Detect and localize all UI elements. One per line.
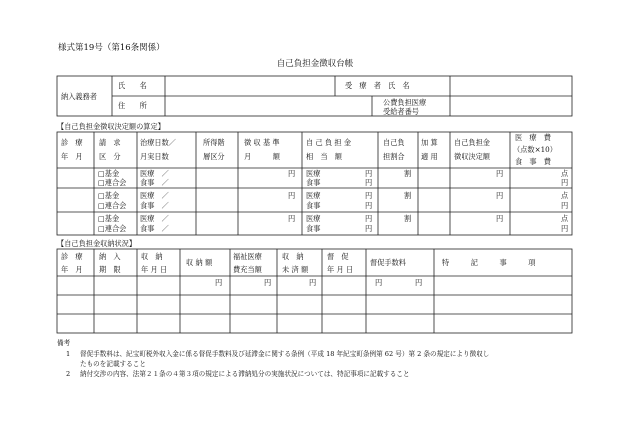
row3-days-iryo: 医療 ／ (140, 214, 169, 223)
row1-kubun-rengokai: □連合会 (98, 178, 127, 187)
row3-shokuji-unit: 円 (561, 224, 569, 233)
page-title: 自己負担金徴収台帳 (276, 59, 354, 69)
dh-col9-b: 徴収決定額 (454, 152, 490, 161)
dh-col5-b: 月 額 (244, 152, 280, 161)
address-label: 住 所 (118, 101, 147, 110)
obligor-label: 納入義務者 (61, 92, 97, 101)
row3-sotou-shokuji: 食事 (306, 224, 321, 233)
row1-shokuji-unit: 円 (561, 178, 569, 187)
ch-col7-b: 年 月 日 (327, 265, 354, 274)
row2-days-iryo: 医療 ／ (140, 191, 169, 200)
collection-section-title: 【自己負担金収納状況】 (57, 239, 137, 248)
row2-sotou-unit-2: 円 (365, 201, 373, 210)
ch-col9: 特 記 事 項 (442, 258, 536, 267)
row1-kijun-unit: 円 (288, 169, 296, 178)
row1-iryo-unit: 点 (561, 169, 569, 178)
dh-col10-a: 医 療 費 (515, 133, 551, 142)
row2-kubun-rengokai: □連合会 (98, 201, 127, 210)
row3-days-shokuji: 食事 ／ (140, 224, 169, 233)
dh-col7-a: 自己負 (383, 138, 405, 147)
collection-fee-unit: 円 (375, 278, 383, 287)
ch-col6-b: 未 済 額 (282, 265, 309, 274)
row2-sotou-iryo: 医療 (306, 191, 321, 200)
note-1-number: 1 (66, 350, 71, 358)
dh-col1-b: 年 月 (61, 152, 83, 161)
ch-col2-b: 期 限 (99, 265, 121, 274)
row1-wari: 割 (404, 169, 412, 178)
recipient-name-label: 受 療 者 氏 名 (345, 81, 410, 90)
collection-fee-unit-2: 円 (415, 278, 423, 287)
form-number: 様式第19号（第16条関係） (58, 43, 165, 53)
dh-col8-b: 適 用 (421, 152, 438, 161)
row2-shokuji-unit: 円 (561, 201, 569, 210)
name-label: 氏 名 (118, 81, 147, 90)
row1-sotou-shokuji: 食事 (306, 178, 321, 187)
ch-col3-a: 収 納 (141, 252, 163, 261)
row2-sotou-unit-1: 円 (365, 191, 373, 200)
row2-kijun-unit: 円 (288, 191, 296, 200)
row2-wari: 割 (404, 191, 412, 200)
ch-col1-b: 年 月 (61, 265, 83, 274)
public-expense-label-1: 公費負担医療 (383, 98, 427, 107)
dh-col4-a: 所得階 (203, 138, 225, 147)
note-2-line-1: 納付交渉の内容、法第２１条の４第３項の規定による滞納処分の実施状況については、特記事項に記載すること (80, 370, 410, 378)
row1-kettei-unit: 円 (496, 169, 504, 178)
ch-col3-b: 年 月 日 (141, 265, 168, 274)
decision-section-title: 【自己負担金徴収決定額の算定】 (57, 122, 165, 131)
row2-days-shokuji: 食事 ／ (140, 201, 169, 210)
row3-kubun-kikin: □基金 (98, 214, 120, 223)
note-1-line-1: 督促手数料は、紀宝町税外収入金に係る督促手数料及び延滞金に関する条例（平成 18 年紀宝町条例第 62 号）第 2 条の規定により徴収し (80, 350, 490, 358)
row3-sotou-unit-2: 円 (365, 224, 373, 233)
row2-kubun-kikin: □基金 (98, 191, 120, 200)
notes-heading: 備考 (57, 339, 71, 347)
ch-col5-b: 費充当額 (233, 265, 262, 274)
row2-sotou-shokuji: 食事 (306, 201, 321, 210)
row3-kettei-unit: 円 (496, 214, 504, 223)
row1-kubun-kikin: □基金 (98, 169, 120, 178)
dh-col2-a: 請 求 (99, 138, 121, 147)
dh-col7-b: 担割合 (383, 152, 405, 161)
row3-sotou-unit-1: 円 (365, 214, 373, 223)
dh-col5-a: 徴 収 基 準 (244, 138, 280, 147)
dh-col1-a: 診 療 (61, 138, 83, 147)
ch-col6-a: 収 納 (282, 252, 304, 261)
dh-col4-b: 層区分 (203, 152, 225, 161)
ch-col7-a: 督 促 (327, 252, 349, 261)
row3-wari: 割 (404, 214, 412, 223)
row1-sotou-unit-1: 円 (365, 169, 373, 178)
row3-kijun-unit: 円 (288, 214, 296, 223)
dh-col6-b: 相 当 額 (306, 152, 342, 161)
ch-col2-a: 納 入 (99, 252, 121, 261)
dh-col3-a: 治療日数／ (140, 138, 176, 147)
public-expense-label-2: 受給者番号 (383, 107, 419, 116)
note-2-number: 2 (66, 370, 71, 378)
row1-days-iryo: 医療 ／ (140, 169, 169, 178)
ch-col1-a: 診 療 (61, 252, 83, 261)
row1-days-shokuji: 食事 ／ (140, 178, 169, 187)
row1-sotou-iryo: 医療 (306, 169, 321, 178)
ch-col8: 督促手数料 (370, 258, 406, 267)
dh-col8-a: 加 算 (421, 138, 438, 147)
dh-col3-b: 月実日数 (140, 152, 169, 161)
ch-col4: 収 納 額 (186, 258, 213, 267)
row2-iryo-unit: 点 (561, 191, 569, 200)
dh-col10-c: 食 事 費 (515, 157, 551, 166)
note-1-line-2: たものを記載すること (80, 360, 146, 368)
row3-kubun-rengokai: □連合会 (98, 224, 127, 233)
row2-kettei-unit: 円 (496, 191, 504, 200)
dh-col2-b: 区 分 (99, 152, 121, 161)
collection-welfare-unit: 円 (264, 278, 272, 287)
dh-col10-b: （点数×10） (513, 145, 557, 154)
row3-iryo-unit: 点 (561, 214, 569, 223)
row1-sotou-unit-2: 円 (365, 178, 373, 187)
ch-col5-a: 福祉医療 (233, 252, 262, 261)
dh-col9-a: 自己負担金 (454, 138, 490, 147)
dh-col6-a: 自 己 負 担 金 (306, 138, 352, 147)
collection-unpaid-unit: 円 (309, 278, 317, 287)
collection-amount-unit: 円 (215, 278, 223, 287)
row3-sotou-iryo: 医療 (306, 214, 321, 223)
